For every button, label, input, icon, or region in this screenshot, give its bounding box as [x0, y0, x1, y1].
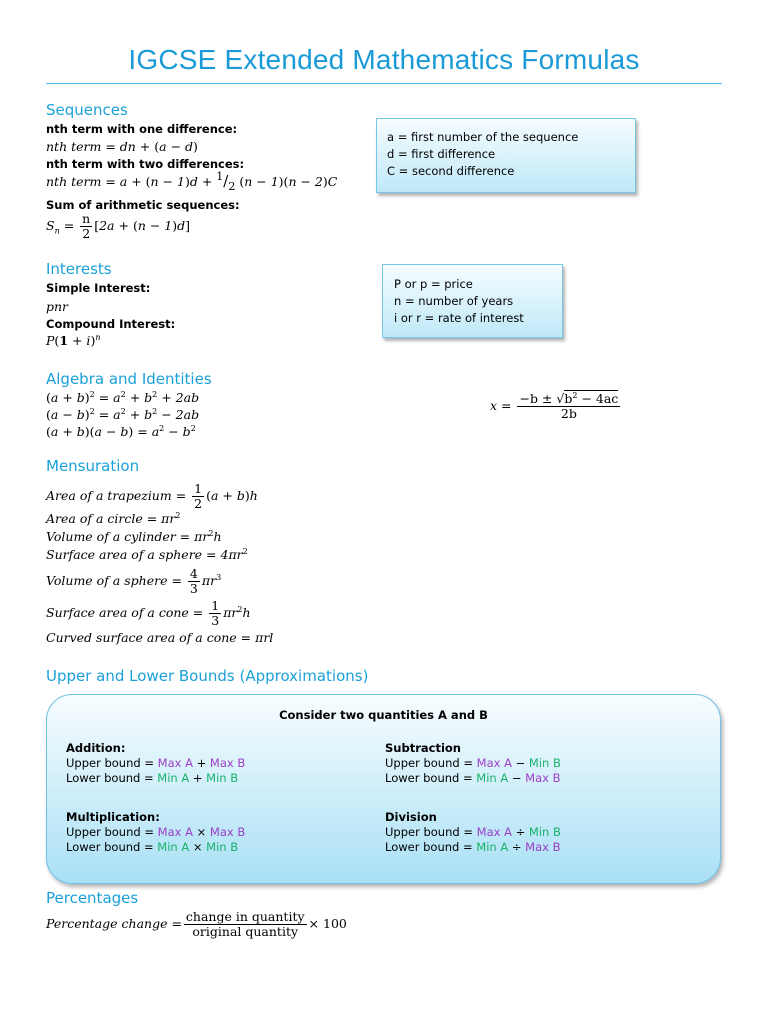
- multiplication-block: [66, 810, 245, 855]
- sphere-volume-label: Volume of a sphere =: [46, 573, 182, 588]
- cylinder-formula: Volume of a cylinder = $\pi r^2h$: [46, 528, 222, 544]
- sphere-area-label: Surface area of a sphere =: [46, 547, 217, 562]
- bounds-panel: [46, 694, 721, 884]
- multiplication-label: Multiplication:: [66, 810, 160, 824]
- division-label: Division: [385, 810, 437, 824]
- multiplication-lower: Lower bound = Min A × Min B: [66, 840, 239, 854]
- max-a: Max A: [157, 756, 193, 770]
- addition-upper: Upper bound = Max A + Max B: [66, 756, 246, 770]
- max-a: Max A: [476, 756, 512, 770]
- identity-square-difference: $(a - b)^2 = a^2 + b^2 - 2ab$: [46, 406, 200, 422]
- identity-difference-of-squares: $(a + b)(a - b) = a^2 - b^2$: [46, 423, 196, 439]
- min-b: Min B: [206, 840, 239, 854]
- percentage-denominator: original quantity: [192, 924, 299, 939]
- lower-label: Lower bound =: [385, 840, 473, 854]
- percentages-heading: Percentages: [46, 889, 139, 907]
- circle-formula: Area of a circle = $\pi r^2$: [46, 510, 181, 526]
- max-a: Max A: [157, 825, 193, 839]
- legend-line: a = first number of the sequence: [387, 130, 579, 144]
- min-b: Min B: [528, 825, 561, 839]
- bounds-heading: Upper and Lower Bounds (Approximations): [46, 667, 369, 685]
- percentage-factor: × 100: [308, 916, 347, 931]
- percentage-numerator: change in quantity: [185, 909, 305, 924]
- trapezium-formula: Area of a trapezium = $\frac{1}{2}$ (a + b)h: [46, 481, 258, 511]
- cylinder-label: Volume of a cylinder =: [46, 529, 191, 544]
- cone-area-label: Surface area of a cone =: [46, 605, 204, 620]
- identity-square-sum: $(a + b)^2 = a^2 + b^2 + 2ab$: [46, 389, 200, 405]
- page-title: IGCSE Extended Mathematics Formulas: [128, 44, 640, 75]
- trapezium-label: Area of a trapezium =: [46, 488, 187, 503]
- cone-curved-label: Curved surface area of a cone =: [46, 630, 252, 645]
- sequences-legend-box: [376, 118, 636, 193]
- min-a: Min A: [476, 771, 509, 785]
- sphere-volume-formula: Volume of a sphere = $\frac{4}{3}$ $\pi r^3$: [46, 566, 222, 596]
- lower-label: Lower bound =: [385, 771, 473, 785]
- legend-line: i or r = rate of interest: [394, 311, 524, 325]
- min-a: Min A: [157, 840, 190, 854]
- division-lower: Lower bound = Min A ÷ Max B: [385, 840, 561, 854]
- min-b: Min B: [528, 756, 561, 770]
- interests-legend-box: [382, 264, 563, 338]
- quadratic-formula: x = $\frac{-b \pm √b^2 - 4ac}{2b}$: [490, 390, 619, 421]
- legend-line: C = second difference: [387, 164, 515, 178]
- upper-label: Upper bound =: [385, 756, 473, 770]
- min-a: Min A: [157, 771, 190, 785]
- max-b: Max B: [209, 825, 246, 839]
- min-b: Min B: [206, 771, 239, 785]
- multiplication-upper: Upper bound = Max A × Max B: [66, 825, 246, 839]
- max-b: Max B: [209, 756, 246, 770]
- legend-line: n = number of years: [394, 294, 514, 308]
- upper-label: Upper bound =: [66, 825, 154, 839]
- addition-lower: Lower bound = Min A + Min B: [66, 771, 239, 785]
- subtraction-label: Subtraction: [385, 741, 461, 755]
- min-a: Min A: [476, 840, 509, 854]
- upper-label: Upper bound =: [66, 756, 154, 770]
- algebra-heading: Algebra and Identities: [46, 370, 212, 388]
- title-divider: [46, 83, 722, 84]
- sphere-area-formula: Surface area of a sphere = $4\pi r^2$: [46, 546, 248, 562]
- upper-label: Upper bound =: [385, 825, 473, 839]
- subtraction-block: [385, 741, 561, 786]
- addition-label: Addition:: [66, 741, 126, 755]
- two-differences-formula: nth term = $a + (n - 1)d + ^1/_2$ (n − 1)(n − 2)C: [46, 170, 338, 193]
- division-upper: Upper bound = Max A ÷ Min B: [385, 825, 561, 839]
- sum-formula: $S_n$ = $\frac{n}{2}$ [2a + (n − 1)d]: [46, 211, 191, 241]
- cone-curved-formula: Curved surface area of a cone = πrl: [46, 630, 274, 645]
- bounds-intro: Consider two quantities A and B: [279, 708, 488, 722]
- lower-label: Lower bound =: [66, 771, 154, 785]
- one-difference-formula: nth term = dn + (a − d): [46, 139, 198, 154]
- max-b: Max B: [525, 840, 561, 854]
- compound-interest-formula: $P(1 + i)^n$: [46, 332, 101, 348]
- max-b: Max B: [525, 771, 561, 785]
- simple-interest-label: Simple Interest:: [46, 281, 151, 295]
- percentage-label: Percentage change =: [46, 916, 182, 931]
- interests-heading: Interests: [46, 260, 112, 278]
- compound-interest-label: Compound Interest:: [46, 317, 176, 331]
- percentage-change-formula: [46, 910, 347, 939]
- max-a: Max A: [476, 825, 512, 839]
- cone-area-formula: Surface area of a cone = $\frac{1}{3}$ $\pi r^2h$: [46, 598, 251, 628]
- subtraction-lower: Lower bound = Min A − Max B: [385, 771, 561, 785]
- two-differences-label: nth term with two differences:: [46, 157, 245, 171]
- division-block: [385, 810, 561, 855]
- lower-label: Lower bound =: [66, 840, 154, 854]
- addition-block: [66, 741, 245, 786]
- simple-interest-formula: pnr: [46, 299, 69, 314]
- legend-line: d = first difference: [387, 147, 496, 161]
- mensuration-heading: Mensuration: [46, 457, 140, 475]
- one-difference-label: nth term with one difference:: [46, 122, 238, 136]
- legend-line: P or p = price: [394, 277, 473, 291]
- sequences-heading: Sequences: [46, 101, 128, 119]
- sum-label: Sum of arithmetic sequences:: [46, 198, 240, 212]
- circle-label: Area of a circle =: [46, 511, 158, 526]
- subtraction-upper: Upper bound = Max A − Min B: [385, 756, 561, 770]
